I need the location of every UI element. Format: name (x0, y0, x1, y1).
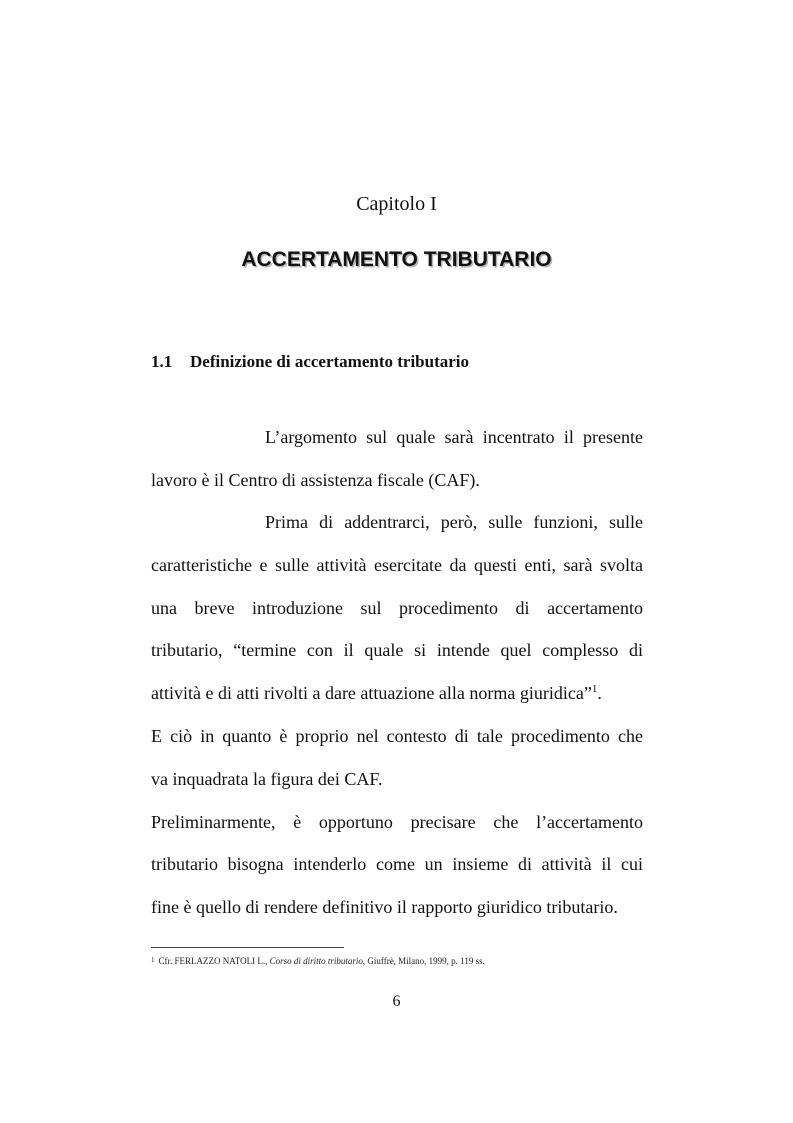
footnote-book-title: Corso di diritto tributario (269, 956, 363, 966)
body-line: va inquadrata la figura dei CAF. (151, 769, 383, 789)
chapter-title: ACCERTAMENTO TRIBUTARIO (241, 248, 552, 271)
section-heading (151, 352, 469, 372)
section-title: Definizione di accertamento tributario (190, 352, 470, 371)
footnote-separator (151, 947, 344, 948)
page-number: 6 (392, 993, 401, 1010)
body-line: caratteristiche e sulle attività esercitate da questi enti, sarà svolta (151, 555, 643, 575)
section-number: 1.1 (151, 352, 173, 371)
footnote-mark: 1 (151, 956, 155, 964)
sentence-period: . (597, 683, 602, 703)
body-line: E ciò in quanto è proprio nel contesto di tale procedimento che (151, 726, 643, 746)
body-line: tributario bisogna intenderlo come un insieme di attività il cui (151, 854, 643, 874)
body-line: una breve introduzione sul procedimento di accertamento (151, 598, 643, 618)
chapter-label: Capitolo I (356, 193, 437, 215)
body-line: Prima di addentrarci, però, sulle funzioni, sulle (265, 512, 643, 532)
body-line: L’argomento sul quale sarà incentrato il presente (265, 427, 643, 447)
body-line: fine è quello di rendere definitivo il rapporto giuridico tributario. (151, 897, 618, 917)
body-line: Preliminarmente, è opportuno precisare che l’accertamento (151, 812, 643, 832)
footnote-suffix: , Giuffrè, Milano, 1999, p. 119 ss. (362, 956, 485, 966)
footnote-reference[interactable]: 1 (591, 683, 598, 695)
footnote-prefix: Cfr. FERLAZZO NATOLI L., (158, 956, 270, 966)
footnote (151, 956, 485, 966)
body-line-text: attività e di atti rivolti a dare attuazione alla norma giuridica” (151, 683, 592, 703)
body-line: tributario, “termine con il quale si intende quel complesso di (151, 640, 643, 660)
body-line-with-footnote (151, 681, 602, 705)
body-line: lavoro è il Centro di assistenza fiscale (CAF). (151, 470, 480, 490)
